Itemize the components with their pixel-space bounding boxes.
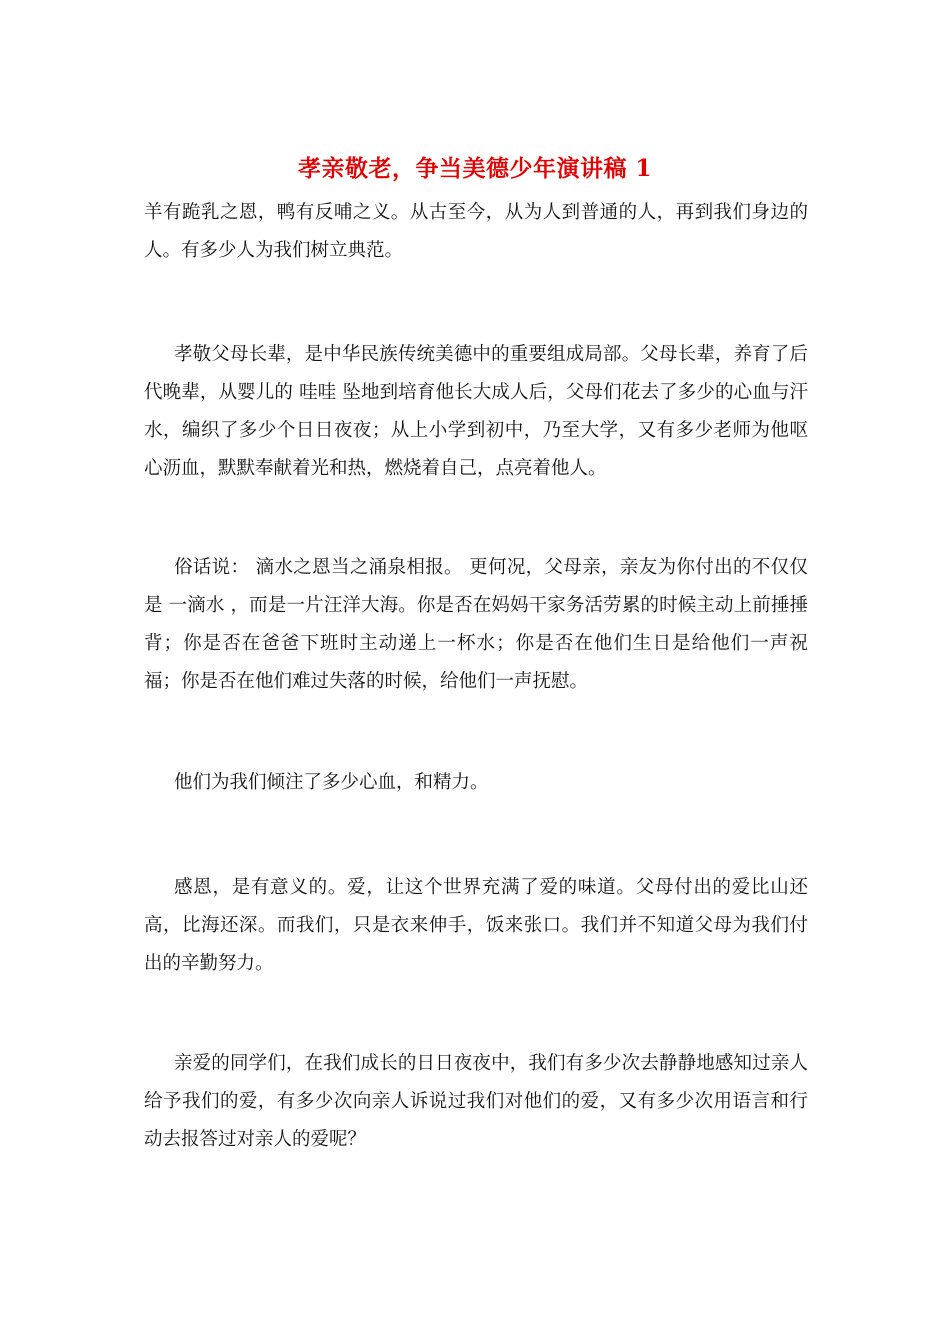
paragraph-5: 感恩，是有意义的。爱，让这个世界充满了爱的味道。父母付出的爱比山还高，比海还深。而我们，只是衣来伸手，饭来张口。我们并不知道父母为我们付出的辛勤努力。 bbox=[144, 877, 808, 974]
paragraph-2: 孝敬父母长辈，是中华民族传统美德中的重要组成局部。父母长辈，养育了后代晚辈，从婴儿的 哇哇 坠地到培育他长大成人后，父母们花去了多少的心血与汗水，编织了多少个日日夜夜；从上小学到初中，乃至大学，又有多少老师为他呕心沥血，默默奉献着光和热，燃烧着自己，点亮着他人。 bbox=[144, 344, 808, 479]
paragraph-4: 他们为我们倾注了多少心血，和精力。 bbox=[174, 772, 489, 793]
paragraph-1: 羊有跪乳之恩，鸭有反哺之义。从古至今，从为人到普通的人，再到我们身边的人。有多少人为我们树立典范。 bbox=[144, 202, 808, 261]
paragraph-6: 亲爱的同学们，在我们成长的日日夜夜中，我们有多少次去静静地感知过亲人给予我们的爱，有多少次向亲人诉说过我们对他们的爱，又有多少次用语言和行动去报答过对亲人的爱呢？ bbox=[144, 1053, 808, 1150]
document-title: 孝亲敬老，争当美德少年演讲稿 1 bbox=[297, 155, 652, 182]
paragraph-3: 俗话说： 滴水之恩当之涌泉相报。 更何况，父母亲，亲友为你付出的不仅仅是 一滴水 ，而是一片汪洋大海。你是否在妈妈干家务活劳累的时候主动上前捶捶背；你是否在爸爸下班时主动递上一杯水；你是否在他们生日是给他们一声祝福；你是否在他们难过失落的时候，给他们一声抚慰。 bbox=[144, 557, 808, 692]
